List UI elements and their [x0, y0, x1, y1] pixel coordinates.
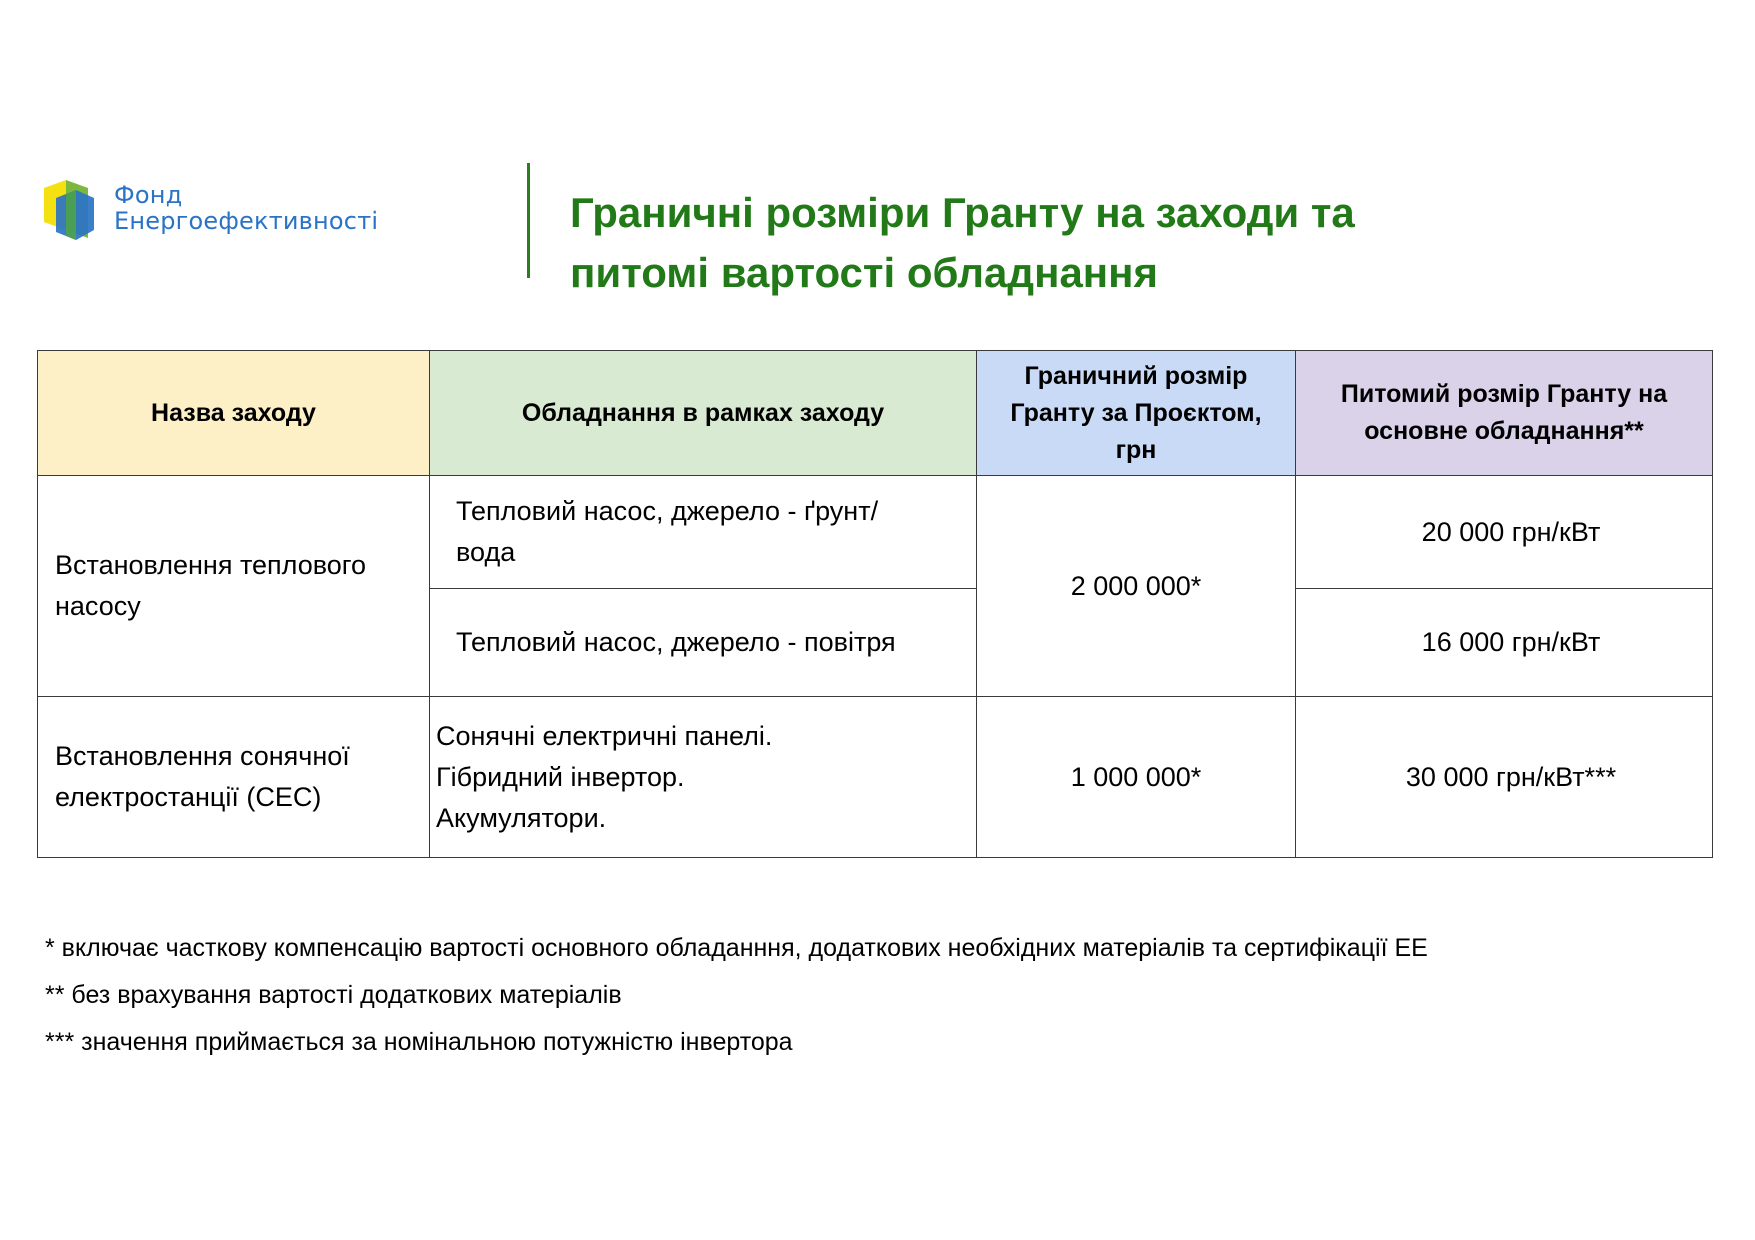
title-line-2: питомі вартості обладнання [570, 249, 1159, 296]
equipment-solar-line: Сонячні електричні панелі. [436, 720, 773, 751]
table-row [38, 697, 1713, 858]
equipment-solar-line: Гібридний інвертор. [436, 761, 685, 792]
header-measure-name: Назва заходу [38, 351, 430, 476]
fund-logo [42, 178, 402, 240]
header-grant-limit: Граничний розмір Гранту за Проєктом, грн [977, 351, 1296, 476]
logo-line-2: Енергоефективності [114, 207, 379, 235]
logo-text [114, 182, 378, 234]
footnote-3: *** значення приймається за номінальною потужністю інвертора [45, 1028, 793, 1056]
equipment-heat-pump-ground: Тепловий насос, джерело - ґрунт/вода [430, 476, 977, 589]
footnotes [45, 925, 1428, 1066]
logo-line-1: Фонд [114, 181, 183, 209]
table-row [38, 476, 1713, 589]
title-line-1: Граничні розміри Гранту на заходи та [570, 189, 1355, 236]
footnote-1: * включає часткову компенсацію вартості основного обладанння, додаткових необхідних матеріалів та сертифікації ЕЕ [45, 934, 1428, 962]
measure-solar-station: Встановлення сонячної електростанції (СЕС) [38, 697, 430, 858]
specific-grant-air: 16 000 грн/кВт [1296, 589, 1713, 697]
specific-grant-ground: 20 000 грн/кВт [1296, 476, 1713, 589]
header-equipment: Обладнання в рамках заходу [430, 351, 977, 476]
footnote-2: ** без врахування вартості додаткових матеріалів [45, 981, 622, 1009]
equipment-heat-pump-air: Тепловий насос, джерело - повітря [430, 589, 977, 697]
title-divider [527, 163, 530, 278]
equipment-solar [430, 697, 977, 858]
cube-logo-icon [42, 180, 96, 240]
measure-heat-pump: Встановлення теплового насосу [38, 476, 430, 697]
specific-grant-solar: 30 000 грн/кВт*** [1296, 697, 1713, 858]
grant-limit-solar: 1 000 000* [977, 697, 1296, 858]
header-specific-grant: Питомий розмір Гранту на основне обладнання** [1296, 351, 1713, 476]
table-header-row [38, 351, 1713, 476]
page-title [570, 183, 1670, 303]
grant-table [37, 350, 1713, 858]
equipment-solar-line: Акумулятори. [436, 802, 607, 833]
grant-limit-heat-pump: 2 000 000* [977, 476, 1296, 697]
